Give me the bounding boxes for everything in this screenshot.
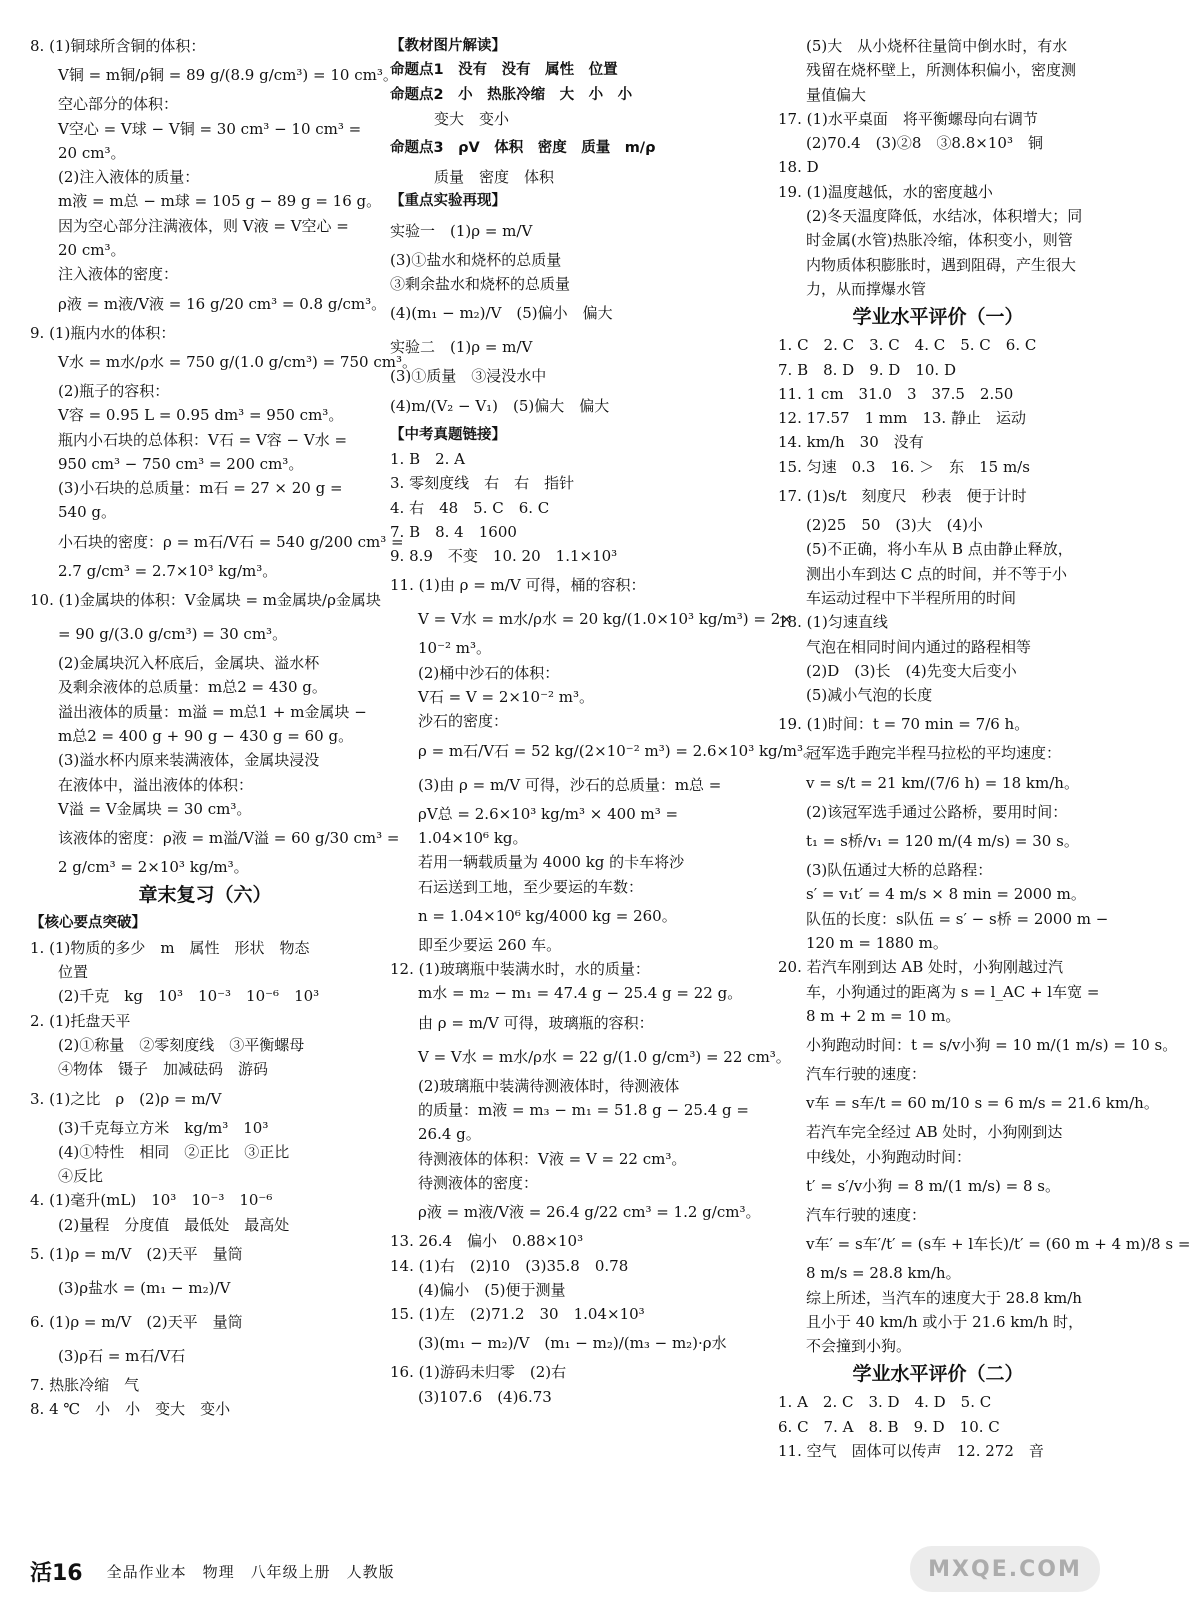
answer-line: 3. (1)之比 ρ (2)ρ = m/V [30,1089,222,1108]
answer-line: (5)不正确，将小车从 B 点由静止释放， [806,540,1073,559]
subsection-label: 【中考真题链接】 [390,426,506,443]
answer-line: 14. km/h 30 没有 [778,433,924,452]
answer-line: (2)冬天温度降低，水结冰，体积增大；同 [806,207,1083,226]
answer-line: 13. 26.4 偏小 0.88×10³ [390,1232,584,1251]
answer-line: 车，小狗通过的距离为 s = l_AC + l车宽 = [806,982,1100,1001]
answer-column-3 [778,34,1190,1463]
answer-line: (4)m/(V₂ − V₁) (5)偏大 偏大 [390,396,610,415]
answer-line: 位置 [58,963,89,982]
subsection-label: 【教材图片解读】 [390,38,506,54]
answer-line: 11. (1)由 ρ = m/V 可得，桶的容积： [390,576,646,595]
answer-line: v = s/t = 21 km/(7/6 h) = 18 km/h。 [806,773,1079,792]
answer-line: 小石块的密度：ρ = m石/V石 = 540 g/200 cm³ = [58,532,404,551]
answer-line: V容 = 0.95 L = 0.95 dm³ = 950 cm³。 [58,406,344,425]
answer-line: s′ = v₁t′ = 4 m/s × 8 min = 2000 m。 [806,885,1086,904]
answer-line: 若用一辆载质量为 4000 kg 的卡车将沙 [418,853,685,872]
answer-line: 空心部分的体积： [58,95,179,114]
answer-line: 7. 热胀冷缩 气 [30,1375,140,1394]
answer-line: 中线处，小狗跑动时间： [806,1147,972,1166]
answer-line: 7. B 8. D 9. D 10. D [778,360,956,379]
answer-line: 1. C 2. C 3. C 4. C 5. C 6. C [778,336,1037,355]
answer-line: 2.7 g/cm³ = 2.7×10³ kg/m³。 [58,561,278,580]
subsection-label: 命题点1 没有 没有 属性 位置 [390,62,618,79]
answer-line: 11. 空气 固体可以传声 12. 272 音 [778,1442,1044,1461]
answer-line: m总2 = 400 g + 90 g − 430 g = 60 g。 [58,726,354,745]
answer-line: 17. (1)水平桌面 将平衡螺母向右调节 [778,109,1038,128]
answer-line: (2)千克 kg 10³ 10⁻³ 10⁻⁶ 10³ [58,987,320,1006]
watermark-logo: MXQE.COM [910,1546,1100,1592]
subsection-label: 【核心要点突破】 [30,915,146,932]
answer-line: 120 m = 1880 m。 [806,933,948,952]
answer-line: (2)注入液体的质量： [58,168,200,187]
answer-line: (3)(m₁ − m₂)/V (m₁ − m₂)/(m₃ − m₂)·ρ水 [418,1334,727,1353]
answer-line: (3)ρ盐水 = (m₁ − m₂)/V [58,1278,231,1297]
answer-line: 15. (1)左 (2)71.2 30 1.04×10³ [390,1305,645,1324]
answer-line: 待测液体的体积：V液 = V = 22 cm³。 [418,1149,687,1168]
answer-line: (2)70.4 (3)②8 ③8.8×10³ 铜 [806,134,1043,153]
answer-line: t₁ = s桥/v₁ = 120 m/(4 m/s) = 30 s。 [806,832,1079,851]
answer-line: V溢 = V金属块 = 30 cm³。 [58,799,252,818]
answer-line: 10. (1)金属块的体积：V金属块 = m金属块/ρ金属块 [30,591,381,610]
answer-line: 4. 右 48 5. C 6. C [390,498,550,517]
answer-line: 即至少要运 260 车。 [418,935,562,954]
answer-line: n = 1.04×10⁶ kg/4000 kg = 260。 [418,906,677,925]
answer-line: 20 cm³。 [58,143,126,162]
answer-line: 9. 8.9 不变 10. 20 1.1×10³ [390,547,618,566]
answer-line: t′ = s′/v小狗 = 8 m/(1 m/s) = 8 s。 [806,1176,1060,1195]
answer-line: 且小于 40 km/h 或小于 21.6 km/h 时， [806,1312,1084,1331]
answer-line: 溢出液体的质量：m溢 = m总1 + m金属块 − [58,702,367,721]
answer-line: 20 cm³。 [58,241,126,260]
answer-line: V水 = m水/ρ水 = 750 g/(1.0 g/cm³) = 750 cm³。 [58,352,417,371]
answer-line: 8. 4 ℃ 小 小 变大 变小 [30,1400,231,1419]
answer-line: 不会撞到小狗。 [806,1337,912,1356]
answer-line: (3)小石块的总质量：m石 = 27 × 20 g = [58,479,343,498]
answer-line: 1. (1)物质的多少 m 属性 形状 物态 [30,938,310,957]
answer-line: (2)玻璃瓶中装满待测液体时，待测液体 [418,1076,680,1095]
section-heading: 学业水平评价（一） [852,306,1024,329]
page-number: 活16 [30,1560,83,1586]
answer-line: 2 g/cm³ = 2×10³ kg/m³。 [58,858,249,877]
answer-line: (3)溢水杯内原来装满液体，金属块浸没 [58,751,320,770]
answer-line: 汽车行驶的速度： [806,1205,927,1224]
answer-line: 内物质体积膨胀时，遇到阻碍，产生很大 [806,255,1077,274]
answer-line: 17. (1)s/t 刻度尺 秒表 便于计时 [778,487,1027,506]
answer-line: (3)①盐水和烧杯的总质量 [390,250,562,269]
answer-line: 19. (1)温度越低，水的密度越小 [778,182,993,201]
answer-line: V = V水 = m水/ρ水 = 20 kg/(1.0×10³ kg/m³) = 2× [418,610,793,629]
answer-line: 6. C 7. A 8. B 9. D 10. C [778,1417,1000,1436]
section-heading: 学业水平评价（二） [852,1363,1024,1386]
section-heading: 章末复习（六） [138,884,272,907]
answer-line: 由 ρ = m/V 可得，玻璃瓶的容积： [418,1013,654,1032]
answer-line: 8 m + 2 m = 10 m。 [806,1006,961,1025]
answer-line: (4)(m₁ − m₂)/V (5)偏小 偏大 [390,304,613,323]
answer-line: (2)D (3)长 (4)先变大后变小 [806,661,1017,680]
answer-line: (3)千克每立方米 kg/m³ 10³ [58,1118,269,1137]
answer-line: 14. (1)右 (2)10 (3)35.8 0.78 [390,1256,629,1275]
answer-line: (2)瓶子的容积： [58,381,170,400]
answer-line: 7. B 8. 4 1600 [390,522,517,541]
answer-line: 18. D [778,158,819,177]
answer-line: 的质量：m液 = m₃ − m₁ = 51.8 g − 25.4 g = [418,1101,749,1120]
answer-line: 若汽车完全经过 AB 处时，小狗刚到达 [806,1123,1063,1142]
answer-line: v车 = s车/t = 60 m/10 s = 6 m/s = 21.6 km/h。 [806,1094,1159,1113]
answer-line: 残留在烧杯壁上，所测体积偏小，密度测 [806,61,1077,80]
answer-line: 10⁻² m³。 [418,639,492,658]
answer-line: 时金属(水管)热胀冷缩，体积变小，则管 [806,231,1073,250]
answer-line: (2)①称量 ②零刻度线 ③平衡螺母 [58,1035,305,1054]
answer-line: m液 = m总 − m球 = 105 g − 89 g = 16 g。 [58,192,382,211]
answer-line: 19. (1)时间：t = 70 min = 7/6 h。 [778,715,1030,734]
answer-line: ④物体 镊子 加减砝码 游码 [58,1060,269,1079]
answer-line: (4)偏小 (5)便于测量 [418,1280,566,1299]
answer-line: 实验二 (1)ρ = m/V [390,338,533,357]
answer-line: (2)量程 分度值 最低处 最高处 [58,1215,290,1234]
answer-line: 待测液体的密度： [418,1173,539,1192]
answer-line: ④反比 [58,1167,104,1186]
answer-line: 冠军选手跑完半程马拉松的平均速度： [806,744,1062,763]
answer-line: 队伍的长度：s队伍 = s′ − s桥 = 2000 m − [806,909,1109,928]
subsection-label: 命题点3 ρV 体积 密度 质量 m/ρ [390,140,656,157]
answer-line: 注入液体的密度： [58,265,179,284]
answer-line: 小狗跑动时间：t = s/v小狗 = 10 m/(1 m/s) = 10 s。 [806,1036,1178,1055]
answer-line: 2. (1)托盘天平 [30,1011,131,1030]
answer-line: 沙石的密度： [418,712,509,731]
answer-line: 20. 若汽车刚到达 AB 处时，小狗刚越过汽 [778,958,1064,977]
answer-line: (3)由 ρ = m/V 可得，沙石的总质量：m总 = [418,775,722,794]
answer-line: (3)ρ石 = m石/V石 [58,1346,186,1365]
answer-line: 因为空心部分注满液体，则 V液 = V空心 = [58,216,349,235]
answer-line: 8. (1)铜球所含铜的体积： [30,37,206,55]
subsection-label: 【重点实验再现】 [390,193,506,210]
answer-line: v车′ = s车′/t′ = (s车 + l车长)/t′ = (60 m + 4 m)/8 s = [806,1235,1190,1254]
answer-line: 量值偏大 [806,85,867,104]
answer-line: (5)减小气泡的长度 [806,686,933,705]
answer-line: 16. (1)游码未归零 (2)右 [390,1363,567,1382]
answer-line: 变大 变小 [434,109,510,128]
book-title: 全品作业本 物理 八年级上册 人教版 [106,1562,395,1581]
answer-line: (5)大 从小烧杯往量筒中倒水时，有水 [806,37,1068,55]
answer-line: 气泡在相同时间内通过的路程相等 [806,637,1032,656]
answer-line: 车运动过程中下半程所用的时间 [806,588,1017,607]
answer-line: (3)①质量 ③浸没水中 [390,367,547,386]
answer-line: 12. 17.57 1 mm 13. 静止 运动 [778,409,1026,428]
answer-line: 瓶内小石块的总体积：V石 = V容 − V水 = [58,430,348,449]
answer-line: 26.4 g。 [418,1125,481,1144]
answer-line: 950 cm³ − 750 cm³ = 200 cm³。 [58,454,304,473]
answer-line: m水 = m₂ − m₁ = 47.4 g − 25.4 g = 22 g。 [418,984,743,1003]
answer-line: 11. 1 cm 31.0 3 37.5 2.50 [778,384,1014,403]
answer-line: 1. B 2. A [390,449,466,468]
answer-line: V石 = V = 2×10⁻² m³。 [418,688,595,707]
answer-line: 1. A 2. C 3. D 4. D 5. C [778,1393,992,1412]
answer-column-1 [30,34,417,1422]
answer-line: 质量 密度 体积 [434,168,555,187]
answer-line: 实验一 (1)ρ = m/V [390,221,533,240]
answer-line: 1.04×10⁶ kg。 [418,828,528,847]
answer-line: (2)金属块沉入杯底后，金属块、溢水杯 [58,654,320,673]
answer-line: 6. (1)ρ = m/V (2)天平 量筒 [30,1312,243,1331]
answer-line: 在液体中，溢出液体的体积： [58,775,254,794]
answer-line: 18. (1)匀速直线 [778,613,888,632]
answer-line: (2)该冠军选手通过公路桥，要用时间： [806,802,1068,821]
answer-line: 3. 零刻度线 右 右 指针 [390,474,575,493]
answer-line: 汽车行驶的速度： [806,1065,927,1084]
answer-line: ρ = m石/V石 = 52 kg/(2×10⁻² m³) = 2.6×10³ kg/m³。 [418,741,818,760]
answer-line: ρ液 = m液/V液 = 16 g/20 cm³ = 0.8 g/cm³。 [58,294,387,313]
answer-line: (3)队伍通过大桥的总路程： [806,861,993,880]
answer-line: (2)25 50 (3)大 (4)小 [806,516,983,535]
answer-line: 12. (1)玻璃瓶中装满水时，水的质量： [390,960,650,979]
answer-line: 力，从而撑爆水管 [806,279,927,298]
answer-line: 该液体的密度：ρ液 = m溢/V溢 = 60 g/30 cm³ = [58,829,400,848]
answer-line: (3)107.6 (4)6.73 [418,1387,552,1406]
answer-line: 综上所述，当汽车的速度大于 28.8 km/h [806,1288,1082,1307]
answer-line: = 90 g/(3.0 g/cm³) = 30 cm³。 [58,625,288,644]
answer-line: ρ液 = m液/V液 = 26.4 g/22 cm³ = 1.2 g/cm³。 [418,1203,761,1222]
subsection-label: 命题点2 小 热胀冷缩 大 小 小 [390,86,633,103]
answer-line: V = V水 = m水/ρ水 = 22 g/(1.0 g/cm³) = 22 cm³。 [418,1047,791,1066]
answer-line: 测出小车到达 C 点的时间，并不等于小 [806,564,1068,583]
answer-line: 及剩余液体的总质量：m总2 = 430 g。 [58,678,327,697]
answer-line: 8 m/s = 28.8 km/h。 [806,1264,961,1283]
answer-line: 4. (1)毫升(mL) 10³ 10⁻³ 10⁻⁶ [30,1191,273,1210]
answer-line: ③剩余盐水和烧杯的总质量 [390,275,571,294]
answer-line: 9. (1)瓶内水的体积： [30,323,176,342]
answer-line: 15. 匀速 0.3 16. ＞ 东 15 m/s [778,457,1030,476]
answer-line: (4)①特性 相同 ②正比 ③正比 [58,1142,290,1161]
answer-line: 石运送到工地，至少要运的车数： [418,877,644,896]
answer-line: 5. (1)ρ = m/V (2)天平 量筒 [30,1244,243,1263]
answer-line: ρV总 = 2.6×10³ kg/m³ × 400 m³ = [418,804,679,823]
answer-line: V铜 = m铜/ρ铜 = 89 g/(8.9 g/cm³) = 10 cm³。 [58,66,398,85]
answer-line: (2)桶中沙石的体积： [418,663,560,682]
answer-line: 540 g。 [58,503,117,522]
answer-line: V空心 = V球 − V铜 = 30 cm³ − 10 cm³ = [58,119,362,138]
